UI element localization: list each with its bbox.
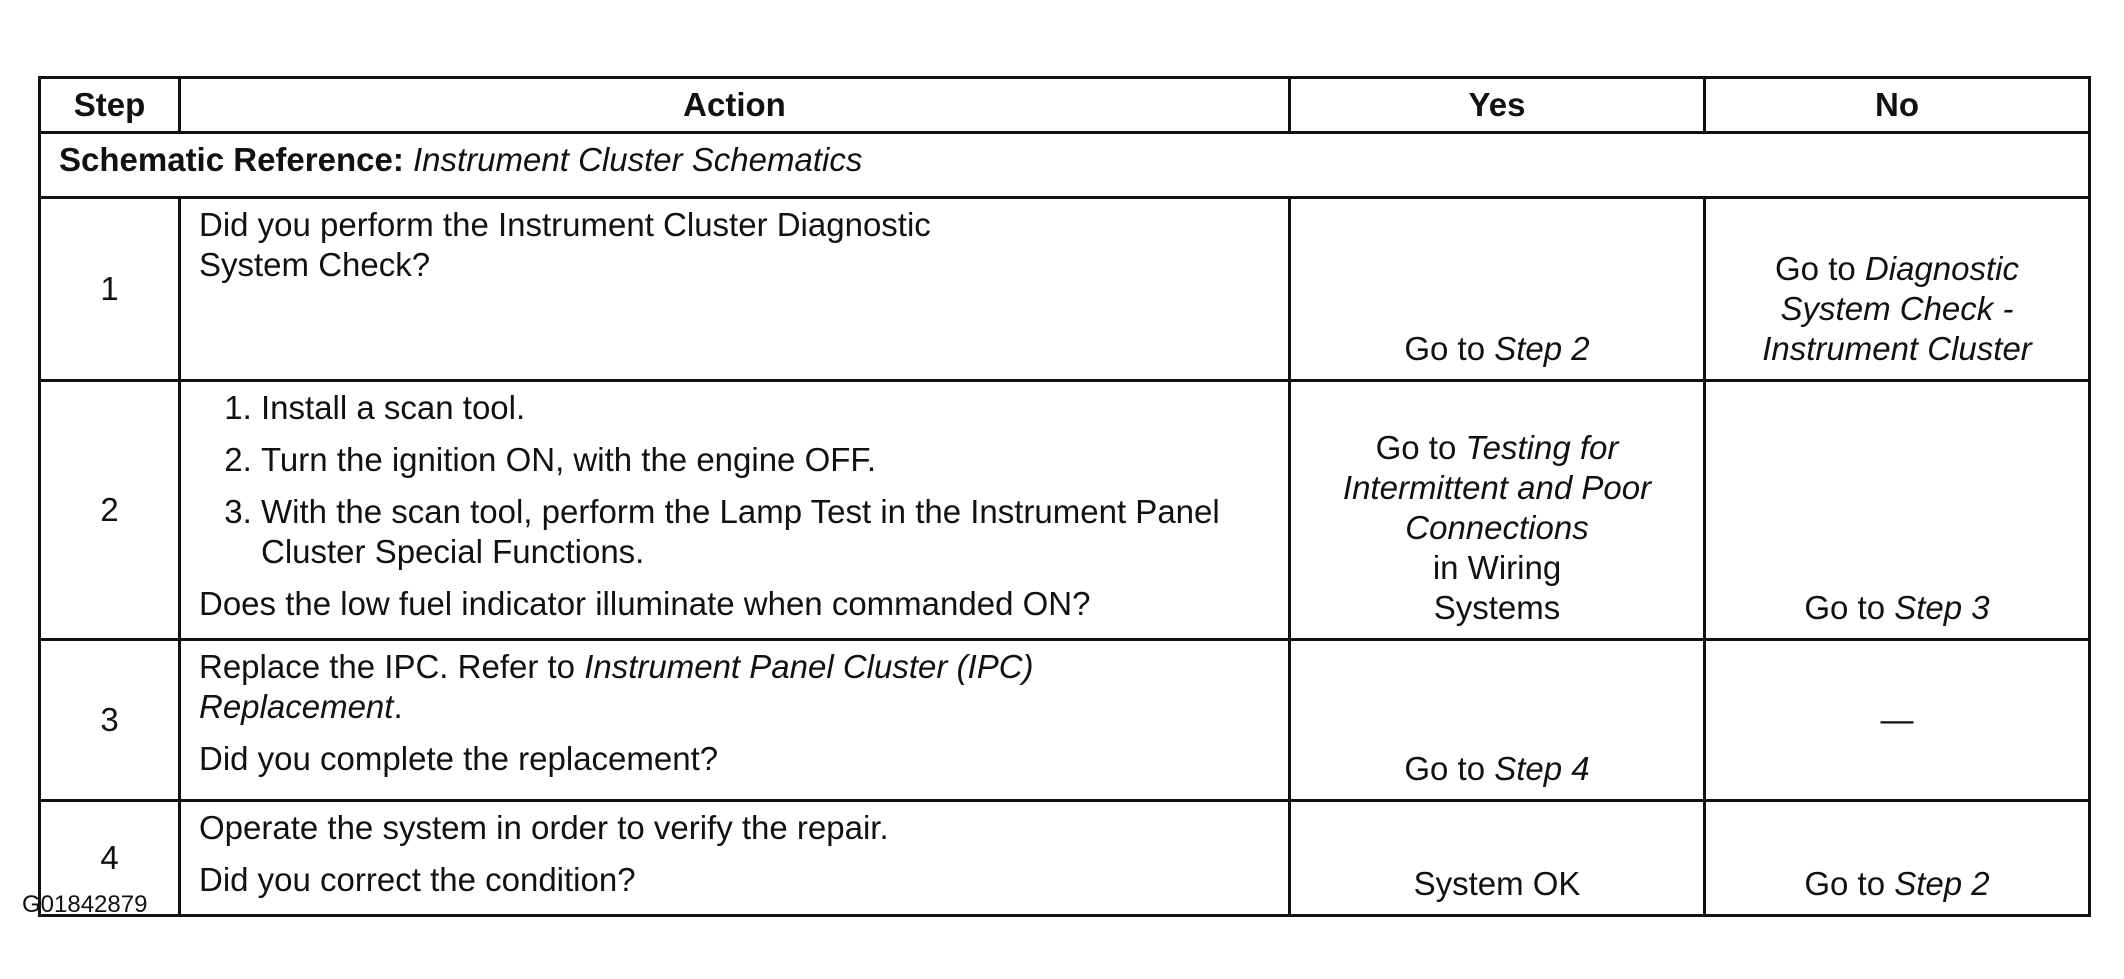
no-prefix: Go to <box>1804 589 1886 626</box>
yes-prefix: Go to <box>1375 429 1457 466</box>
table-row <box>40 198 2090 381</box>
action-text: Operate the system in order to verify the repair. <box>199 809 889 846</box>
header-yes: Yes <box>1290 78 1705 133</box>
action-cell <box>180 381 1290 640</box>
diagnostic-table-container <box>38 76 2088 917</box>
yes-reference-link: Testing for <box>1465 429 1619 466</box>
yes-suffix: Systems <box>1433 589 1561 626</box>
yes-step-link: Step 2 <box>1494 330 1590 367</box>
no-step-link: Step 3 <box>1894 589 1990 626</box>
question-text: Did you correct the condition? <box>199 861 636 898</box>
yes-cell <box>1290 801 1705 916</box>
header-no: No <box>1705 78 2090 133</box>
action-cell <box>180 640 1290 801</box>
yes-cell <box>1290 640 1705 801</box>
yes-suffix: in Wiring <box>1432 549 1562 586</box>
yes-text: System OK <box>1413 865 1581 902</box>
substep-item: 2. Turn the ignition ON, with the engine OFF. <box>261 440 1270 480</box>
action-text: System Check? <box>199 246 431 283</box>
substep-item: 3. With the scan tool, perform the Lamp Test in the Instrument Panel Cluster Special Functions. <box>261 492 1270 572</box>
table-row <box>40 381 2090 640</box>
action-text: Replace the IPC. Refer to <box>199 648 576 685</box>
question-text: Did you complete the replacement? <box>199 740 719 777</box>
no-cell <box>1705 381 2090 640</box>
substep-item: 1. Install a scan tool. <box>261 388 1270 428</box>
header-action: Action <box>180 78 1290 133</box>
diagnostic-table <box>38 76 2091 917</box>
no-prefix: Go to <box>1775 250 1856 287</box>
yes-step-link: Step 4 <box>1494 750 1590 787</box>
action-cell <box>180 801 1290 916</box>
yes-prefix: Go to <box>1404 750 1486 787</box>
schematic-reference-row <box>40 133 2090 198</box>
no-reference-link: Instrument Cluster <box>1762 330 2032 367</box>
no-reference-link: System Check - <box>1780 290 2014 327</box>
no-dash: — <box>1880 701 1914 738</box>
no-cell <box>1705 198 2090 381</box>
action-reference-link: Instrument Panel Cluster (IPC) <box>584 648 1034 685</box>
step-number: 4 <box>40 801 180 916</box>
header-step: Step <box>40 78 180 133</box>
yes-prefix: Go to <box>1404 330 1486 367</box>
step-number: 3 <box>40 640 180 801</box>
action-reference-link: Replacement <box>199 688 394 725</box>
step-number: 1 <box>40 198 180 381</box>
question-text: Does the low fuel indicator illuminate when commanded ON? <box>199 585 1091 622</box>
action-cell <box>180 198 1290 381</box>
table-row <box>40 801 2090 916</box>
header-row <box>40 78 2090 133</box>
no-cell <box>1705 801 2090 916</box>
schematic-reference-label: Schematic Reference: <box>59 141 404 178</box>
action-period: . <box>393 688 403 725</box>
figure-id: G01842879 <box>22 891 148 918</box>
no-step-link: Step 2 <box>1894 865 1990 902</box>
step-number: 2 <box>40 381 180 640</box>
no-reference-link: Diagnostic <box>1864 250 2019 287</box>
schematic-reference-link: Instrument Cluster Schematics <box>413 141 863 178</box>
no-prefix: Go to <box>1804 865 1886 902</box>
table-row <box>40 640 2090 801</box>
yes-reference-link: Intermittent and Poor <box>1342 469 1652 506</box>
substep-list <box>199 388 1270 572</box>
yes-cell <box>1290 381 1705 640</box>
no-cell <box>1705 640 2090 801</box>
yes-reference-link: Connections <box>1405 509 1589 546</box>
schematic-reference-cell <box>40 133 2090 198</box>
yes-cell <box>1290 198 1705 381</box>
action-text: Did you perform the Instrument Cluster Diagnostic <box>199 206 931 243</box>
